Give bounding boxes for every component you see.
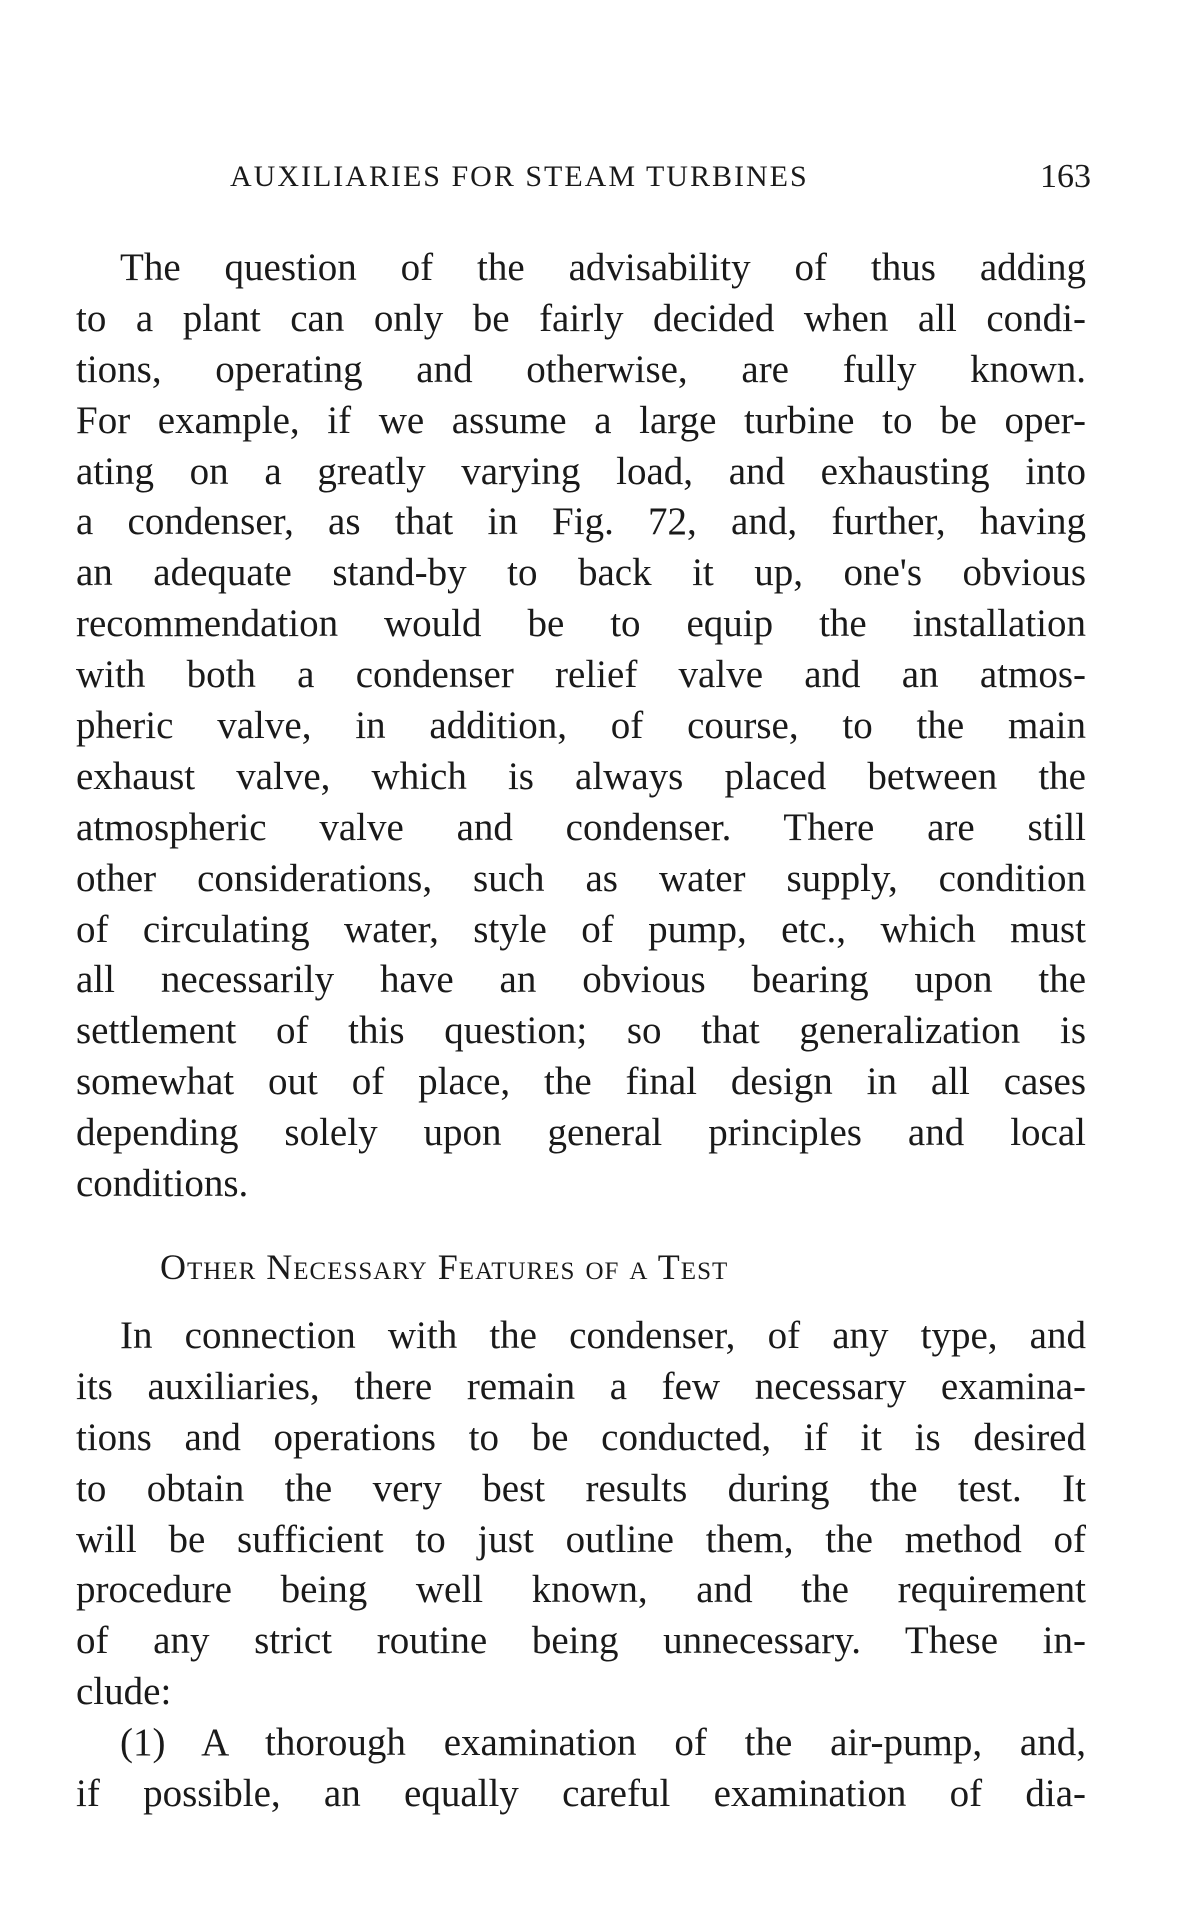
text-line: exhaust valve, which is always placed between the [76, 754, 1086, 798]
text-line: conditions. [76, 1162, 249, 1206]
text-line: a condenser, as that in Fig. 72, and, further, having [76, 500, 1086, 544]
text-line: somewhat out of place, the final design in all cases [76, 1060, 1086, 1104]
text-line: its auxiliaries, there remain a few necessary examina- [76, 1364, 1086, 1408]
section-heading: Other Necessary Features of a Test [160, 1247, 729, 1287]
text-line: atmospheric valve and condenser. There are still [76, 805, 1086, 849]
text-line: will be sufficient to just outline them, the method of [76, 1517, 1086, 1561]
text-line: of any strict routine being unnecessary. These in- [76, 1619, 1086, 1663]
text-line: with both a condenser relief valve and an atmos- [76, 653, 1086, 697]
text-line: (1) A thorough examination of the air-pump, and, [120, 1721, 1086, 1765]
text-line: settlement of this question; so that generalization is [76, 1009, 1086, 1053]
text-line: if possible, an equally careful examination of dia- [76, 1772, 1086, 1816]
text-line: pheric valve, in addition, of course, to the main [76, 704, 1086, 748]
text-line: For example, if we assume a large turbine to be oper- [76, 398, 1086, 442]
text-line: ating on a greatly varying load, and exhausting into [76, 449, 1086, 493]
text-line: to a plant can only be fairly decided when all condi- [76, 296, 1086, 340]
text-line: all necessarily have an obvious bearing upon the [76, 958, 1086, 1002]
text-line: to obtain the very best results during the test. It [76, 1466, 1086, 1510]
text-line: other considerations, such as water supply, condition [76, 856, 1086, 900]
text-line: tions, operating and otherwise, are fully known. [76, 347, 1086, 391]
running-head: AUXILIARIES FOR STEAM TURBINES [230, 160, 809, 193]
text-line: The question of the advisability of thus adding [120, 246, 1086, 289]
text-line: an adequate stand-by to back it up, one's obvious [76, 551, 1086, 595]
page-number: 163 [1040, 158, 1091, 195]
text-line: procedure being well known, and the requirement [76, 1568, 1086, 1612]
text-line: depending solely upon general principles and local [76, 1111, 1086, 1155]
paragraph-1 [76, 243, 1086, 1210]
text-line: recommendation would be to equip the installation [76, 602, 1086, 646]
text-line: In connection with the condenser, of any type, and [120, 1314, 1086, 1357]
text-line: tions and operations to be conducted, if it is desired [76, 1415, 1086, 1459]
text-line: of circulating water, style of pump, etc., which must [76, 907, 1086, 951]
paragraph-2 [76, 1311, 1086, 1820]
text-line: clude: [76, 1670, 172, 1714]
